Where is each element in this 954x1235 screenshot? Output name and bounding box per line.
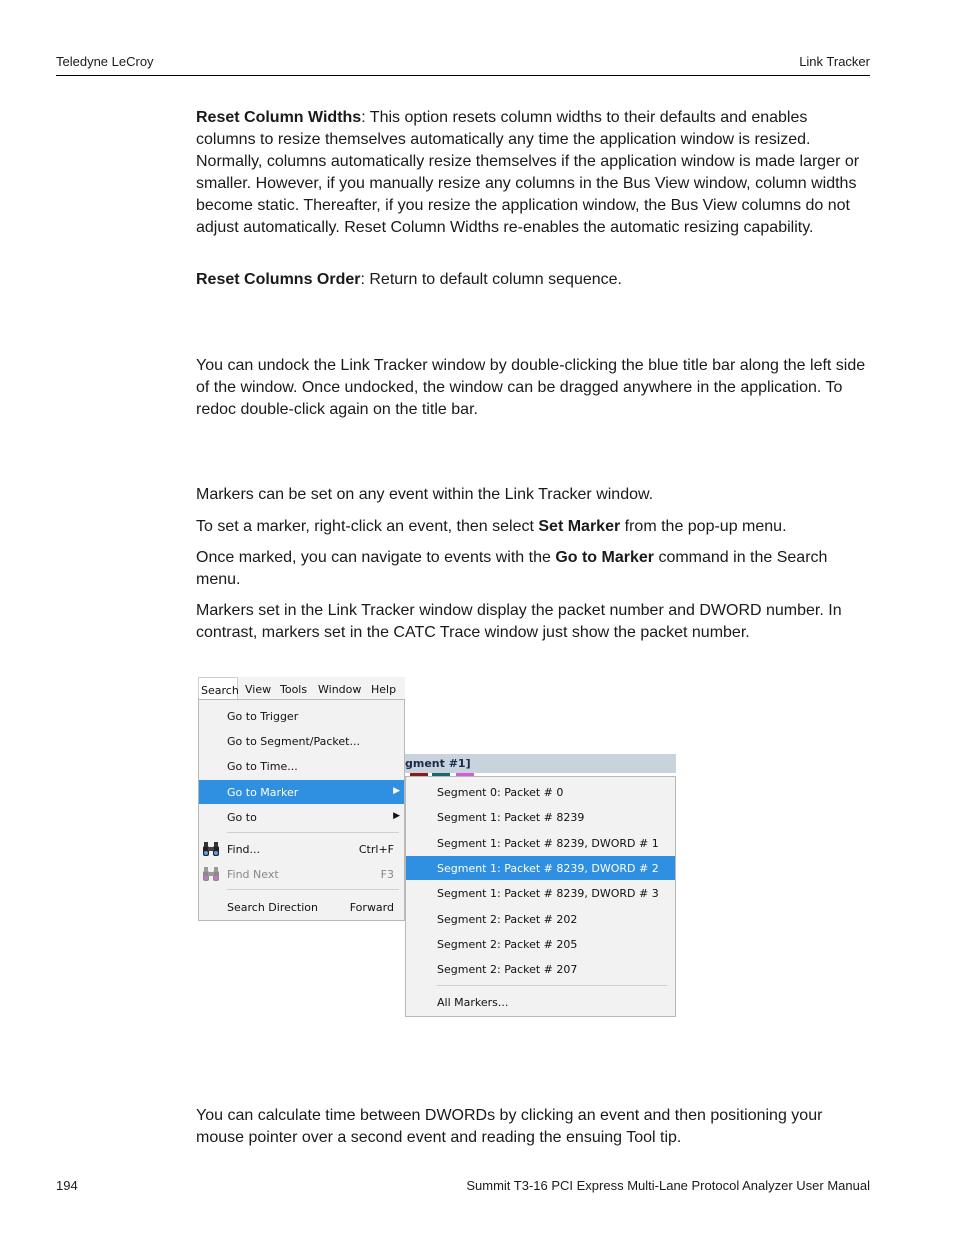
term-reset-columns-order: Reset Columns Order bbox=[196, 271, 361, 288]
menu-item-go-to[interactable] bbox=[199, 805, 404, 829]
marker-item-selected[interactable] bbox=[406, 856, 675, 880]
marker-item-label: Segment 2: Packet # 202 bbox=[437, 913, 578, 926]
marker-item[interactable] bbox=[406, 780, 675, 804]
menu-item-all-markers[interactable] bbox=[406, 990, 675, 1014]
marker-item-label: Segment 1: Packet # 8239 bbox=[437, 811, 585, 824]
paragraph-undock bbox=[196, 355, 870, 421]
marker-item-label: Segment 1: Packet # 8239, DWORD # 3 bbox=[437, 887, 659, 900]
go-to-marker-pre: Once marked, you can navigate to events with the bbox=[196, 549, 556, 566]
paragraph-set-marker bbox=[196, 516, 870, 538]
set-marker-post: from the pop-up menu. bbox=[620, 518, 787, 535]
menu-item-find-next[interactable] bbox=[199, 862, 404, 886]
go-to-marker-post: command in the Search menu. bbox=[196, 549, 828, 588]
menu-separator bbox=[227, 832, 399, 833]
trace-title-text: gment #1] bbox=[405, 757, 471, 770]
menu-window[interactable]: Window bbox=[318, 683, 362, 696]
go-to-time-label: Go to Time... bbox=[227, 760, 298, 773]
marker-submenu bbox=[405, 776, 676, 1017]
time-between-dwords-text: You can calculate time between DWORDs by clicking an event and then positioning your mouse pointer over a second event and reading the ensuing Tool tip. bbox=[196, 1107, 823, 1146]
menu-item-go-to-marker[interactable] bbox=[199, 780, 404, 804]
header-rule bbox=[56, 75, 870, 76]
menu-item-go-to-segment-packet[interactable] bbox=[199, 729, 404, 753]
go-to-label: Go to bbox=[227, 811, 257, 824]
undock-text: You can undock the Link Tracker window by double-clicking the blue title bar along the left side of the window. Once undocked, the window can be dragged anywhere in the application. To redoc double-click again on the title bar. bbox=[196, 357, 866, 418]
manual-title: Summit T3-16 PCI Express Multi-Lane Protocol Analyzer User Manual bbox=[466, 1178, 870, 1193]
find-label: Find... bbox=[227, 843, 261, 856]
page-number: 194 bbox=[56, 1178, 78, 1193]
paragraph-marker-display bbox=[196, 600, 870, 644]
marker-item-label: Segment 0: Packet # 0 bbox=[437, 786, 564, 799]
marker-item-label: Segment 1: Packet # 8239, DWORD # 1 bbox=[437, 837, 659, 850]
trace-title-strip bbox=[405, 754, 676, 773]
menu-bar bbox=[198, 677, 405, 700]
submenu-arrow-icon: ▶ bbox=[393, 786, 400, 796]
paragraph-reset-column-widths bbox=[196, 107, 870, 239]
search-direction-label: Search Direction bbox=[227, 901, 318, 914]
menu-item-go-to-time[interactable] bbox=[199, 754, 404, 778]
find-next-shortcut: F3 bbox=[380, 868, 394, 881]
marker-item[interactable] bbox=[406, 805, 675, 829]
binoculars-next-icon bbox=[202, 866, 220, 882]
search-menu-screenshot bbox=[198, 677, 676, 1017]
find-next-label: Find Next bbox=[227, 868, 279, 881]
term-go-to-marker: Go to Marker bbox=[555, 549, 654, 566]
menu-item-go-to-trigger[interactable] bbox=[199, 704, 404, 728]
markers-intro-text: Markers can be set on any event within the Link Tracker window. bbox=[196, 486, 654, 503]
reset-column-widths-text: : This option resets column widths to their defaults and enables columns to resize themselves automatically any time the application window is resized. Normally, columns automatically resize themselves if the application window is made larger or smaller. However, if you manually resize any columns in the Bus View window, column widths become static. Thereafter, if you resize the application window, the Bus View columns do not adjust automatically. Reset Column Widths re-enables the automatic resizing capability. bbox=[196, 109, 860, 236]
find-shortcut: Ctrl+F bbox=[358, 843, 394, 856]
menu-tools[interactable]: Tools bbox=[280, 683, 308, 696]
binoculars-icon bbox=[202, 841, 220, 857]
header-section: Link Tracker bbox=[799, 54, 870, 69]
marker-item[interactable] bbox=[406, 907, 675, 931]
menu-item-search-direction[interactable] bbox=[199, 895, 404, 919]
marker-item-label: Segment 2: Packet # 205 bbox=[437, 938, 578, 951]
term-set-marker: Set Marker bbox=[538, 518, 621, 535]
marker-item-label: Segment 2: Packet # 207 bbox=[437, 963, 578, 976]
reset-columns-order-text: : Return to default column sequence. bbox=[360, 271, 622, 288]
all-markers-label: All Markers... bbox=[437, 996, 509, 1009]
marker-display-text: Markers set in the Link Tracker window display the packet number and DWORD number. In contrast, markers set in the CATC Trace window just show the packet number. bbox=[196, 602, 842, 641]
paragraph-reset-columns-order bbox=[196, 269, 870, 291]
menu-separator bbox=[437, 985, 667, 986]
header-company: Teledyne LeCroy bbox=[56, 54, 154, 69]
marker-item[interactable] bbox=[406, 831, 675, 855]
marker-item[interactable] bbox=[406, 932, 675, 956]
go-to-trigger-label: Go to Trigger bbox=[227, 710, 299, 723]
go-to-marker-label: Go to Marker bbox=[227, 786, 299, 799]
set-marker-pre: To set a marker, right-click an event, then select bbox=[196, 518, 539, 535]
menu-help[interactable]: Help bbox=[371, 683, 397, 696]
paragraph-markers-intro bbox=[196, 484, 870, 506]
search-dropdown bbox=[198, 699, 405, 921]
paragraph-time-between-dwords bbox=[196, 1105, 870, 1149]
marker-item-label: Segment 1: Packet # 8239, DWORD # 2 bbox=[437, 862, 659, 875]
menu-search[interactable]: Search bbox=[198, 677, 238, 699]
go-to-segment-packet-label: Go to Segment/Packet... bbox=[227, 735, 360, 748]
menu-separator bbox=[227, 889, 399, 890]
submenu-arrow-icon: ▶ bbox=[393, 811, 400, 821]
search-direction-value: Forward bbox=[349, 901, 394, 914]
marker-item[interactable] bbox=[406, 881, 675, 905]
menu-item-find[interactable] bbox=[199, 837, 404, 861]
paragraph-go-to-marker bbox=[196, 547, 870, 591]
term-reset-column-widths: Reset Column Widths bbox=[196, 109, 362, 126]
marker-item[interactable] bbox=[406, 957, 675, 981]
menu-view[interactable]: View bbox=[245, 683, 272, 696]
